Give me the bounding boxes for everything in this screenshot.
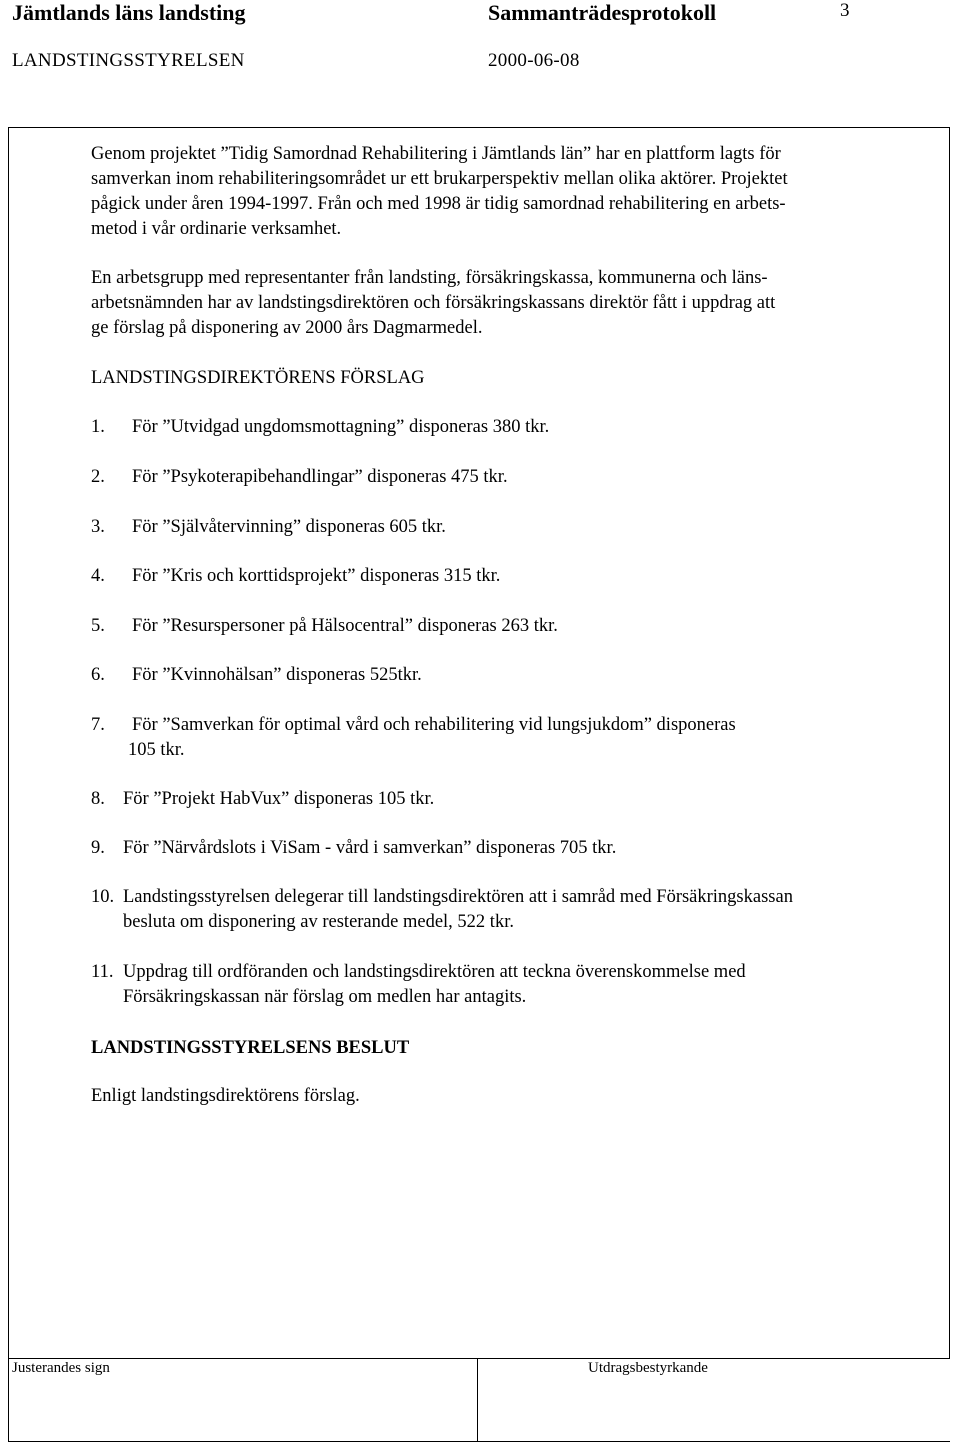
item-number: 7. [91, 715, 105, 735]
proposal-item [91, 787, 434, 812]
proposal-item [91, 564, 500, 589]
item-text: För ”Kris och korttidsprojekt” disponeras 315 tkr. [132, 566, 501, 586]
proposal-item [91, 415, 549, 440]
utdrag-label: Utdragsbestyrkande [588, 1360, 708, 1376]
paragraph-line: En arbetsgrupp med representanter från landsting, försäkringskassa, kommunerna och läns- [91, 268, 768, 288]
justering-label: Justerandes sign [12, 1360, 110, 1376]
paragraph-line: arbetsnämnden har av landstingsdirektören och försäkringskassans direktör fått i uppdrag att [91, 293, 776, 313]
paragraph-line: pågick under åren 1994-1997. Från och med 1998 är tidig samordnad rehabilitering en arbets- [91, 194, 786, 214]
item-number: 9. [91, 838, 105, 858]
frame-bottom-border [8, 1441, 950, 1442]
proposal-heading: LANDSTINGSDIREKTÖRENS FÖRSLAG [91, 368, 425, 388]
item-text: För ”Utvidgad ungdomsmottagning” disponeras 380 tkr. [132, 417, 550, 437]
item-text: För ”Resurspersoner på Hälsocentral” disponeras 263 tkr. [132, 616, 558, 636]
item-text: Uppdrag till ordföranden och landstingsdirektören att teckna överenskommelse med [123, 962, 746, 982]
intro-paragraph [91, 142, 788, 242]
proposal-item [91, 713, 736, 763]
item-number: 4. [91, 566, 105, 586]
item-text: För ”Psykoterapibehandlingar” disponeras 475 tkr. [132, 467, 508, 487]
proposal-item [91, 515, 446, 540]
frame-right-border [949, 127, 950, 1358]
item-number: 8. [91, 789, 105, 809]
decision-heading: LANDSTINGSSTYRELSENS BESLUT [91, 1038, 410, 1058]
item-text: För ”Projekt HabVux” disponeras 105 tkr. [123, 789, 435, 809]
item-number: 2. [91, 467, 105, 487]
paragraph-line: Genom projektet ”Tidig Samordnad Rehabilitering i Jämtlands län” har en plattform lagts för [91, 144, 781, 164]
item-text: 105 tkr. [128, 740, 185, 760]
proposal-item [91, 465, 508, 490]
proposal-item [91, 614, 558, 639]
item-text: För ”Närvårdslots i ViSam - vård i samverkan” disponeras 705 tkr. [123, 838, 617, 858]
document-type: Sammanträdesprotokoll [488, 0, 717, 25]
working-group-paragraph [91, 266, 775, 341]
paragraph-line: metod i vår ordinarie verksamhet. [91, 219, 342, 239]
proposal-item [91, 960, 746, 1010]
item-number: 3. [91, 517, 105, 537]
item-text: Landstingsstyrelsen delegerar till landstingsdirektören att i samråd med Försäkringskassan [123, 887, 793, 907]
committee-name: LANDSTINGSSTYRELSEN [12, 50, 245, 71]
proposal-item [91, 885, 793, 935]
signature-divider [477, 1358, 478, 1441]
item-text: För ”Samverkan för optimal vård och rehabilitering vid lungsjukdom” disponeras [132, 715, 736, 735]
paragraph-line: samverkan inom rehabiliteringsområdet ur ett brukarperspektiv mellan olika aktörer. Projektet [91, 169, 788, 189]
signature-line [8, 1358, 950, 1359]
item-text: besluta om disponering av resterande medel, 522 tkr. [123, 912, 514, 932]
item-text: För ”Självåtervinning” disponeras 605 tkr. [132, 517, 446, 537]
item-number: 6. [91, 665, 105, 685]
organization-name: Jämtlands läns landsting [12, 0, 246, 25]
meeting-date: 2000-06-08 [488, 50, 580, 71]
item-text: För ”Kvinnohälsan” disponeras 525tkr. [132, 665, 422, 685]
frame-top-border [8, 127, 950, 128]
frame-left-border [8, 127, 9, 1441]
item-number: 1. [91, 417, 105, 437]
decision-text: Enligt landstingsdirektörens förslag. [91, 1086, 360, 1106]
item-number: 5. [91, 616, 105, 636]
paragraph-line: ge förslag på disponering av 2000 års Dagmarmedel. [91, 318, 483, 338]
item-number: 11. [91, 962, 114, 982]
page-number: 3 [840, 0, 850, 21]
proposal-item [91, 836, 616, 861]
item-text: Försäkringskassan när förslag om medlen har antagits. [123, 987, 527, 1007]
item-number: 10. [91, 887, 115, 907]
proposal-item [91, 663, 422, 688]
